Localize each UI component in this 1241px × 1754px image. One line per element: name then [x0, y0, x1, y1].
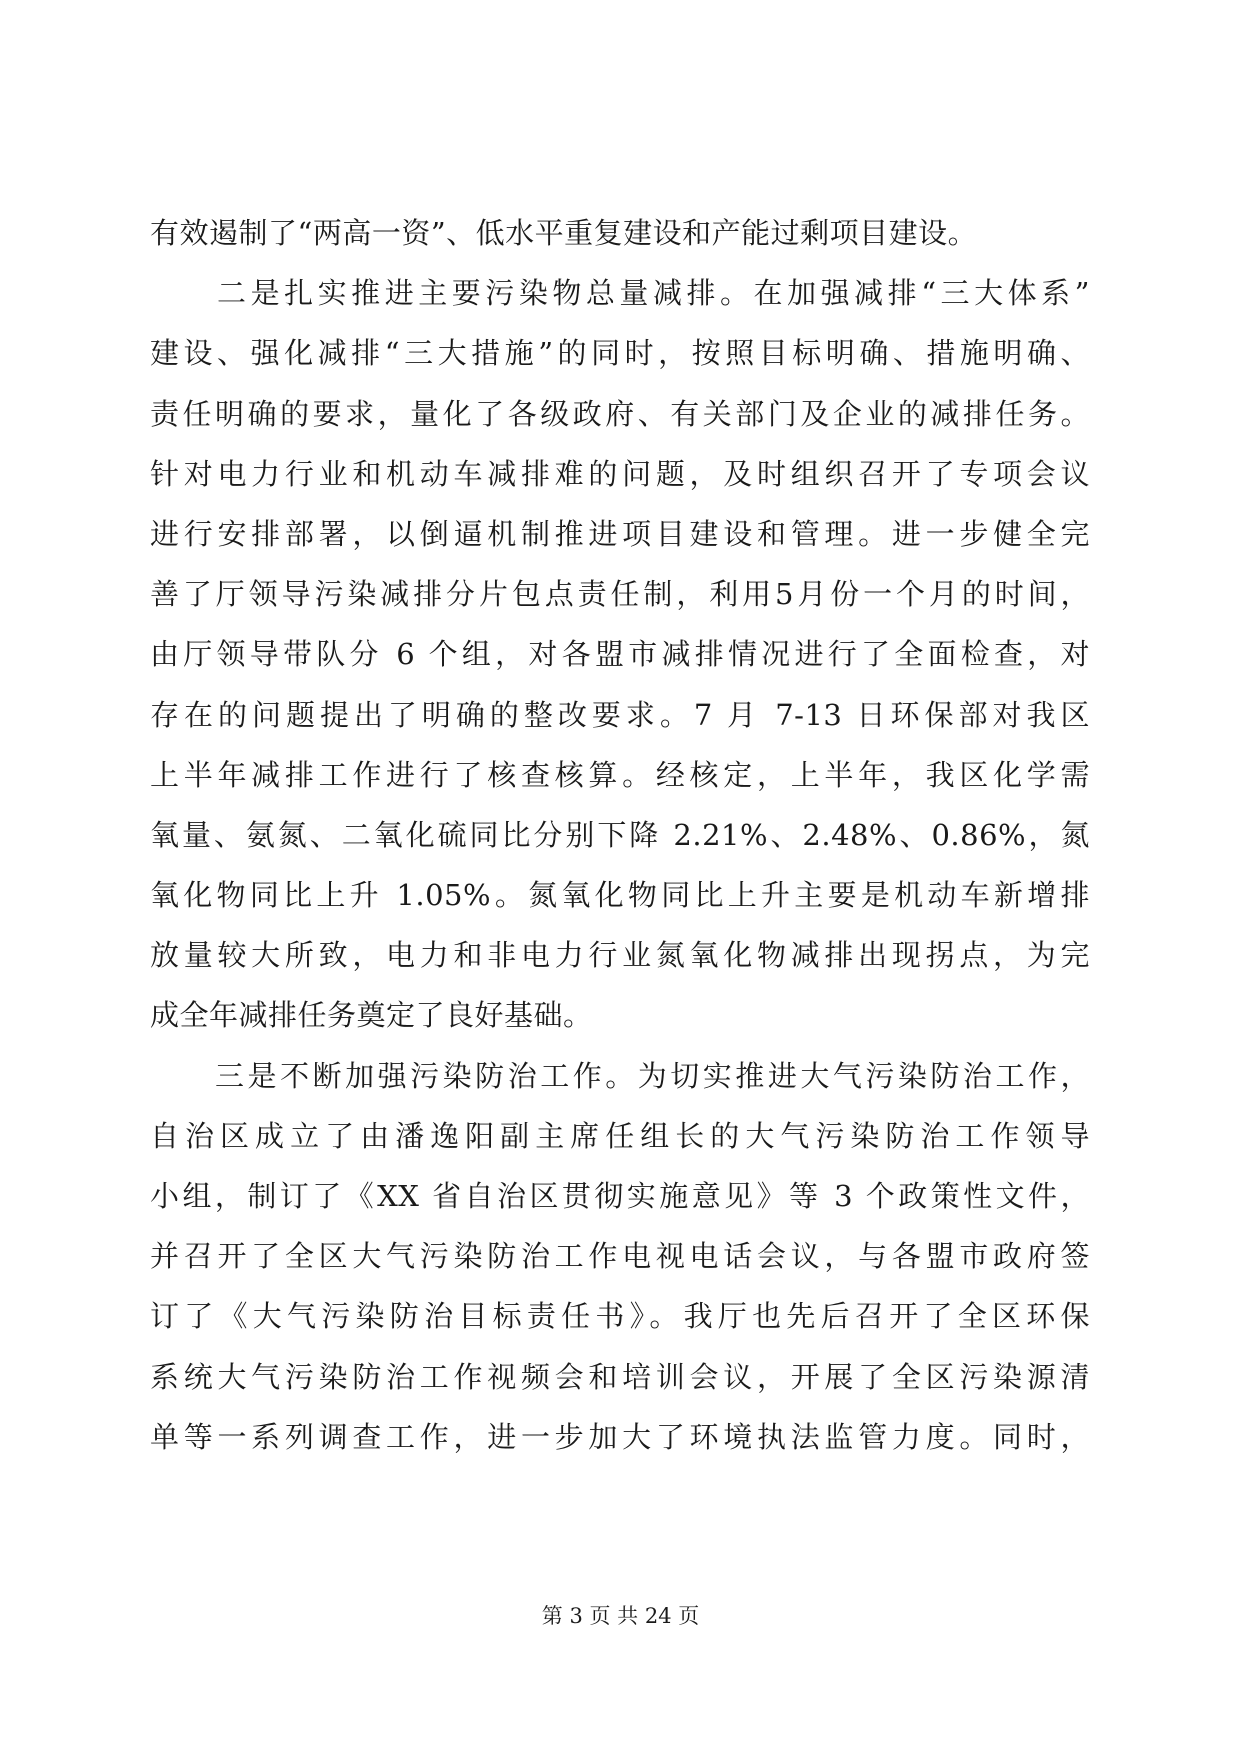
text-line: 系统大气污染防治工作视频会和培训会议，开展了全区污染源清 — [150, 1359, 1090, 1394]
text-line: 针对电力行业和机动车减排难的问题，及时组织召开了专项会议 — [150, 456, 1090, 491]
text-line: 成全年减排任务奠定了良好基础。 — [150, 998, 593, 1033]
text-line: 三是不断加强污染防治工作。为切实推进大气污染防治工作， — [150, 1058, 1090, 1093]
text-line: 由厅领导带队分 6 个组，对各盟市减排情况进行了全面检查，对 — [150, 637, 1090, 672]
document-body — [150, 203, 1090, 1467]
text-line: 二是扎实推进主要污染物总量减排。在加强减排“三大体系” — [150, 276, 1090, 311]
text-line: 存在的问题提出了明确的整改要求。7 月 7-13 日环保部对我区 — [150, 697, 1090, 732]
text-line: 小组，制订了《XX 省自治区贯彻实施意见》等 3 个政策性文件， — [150, 1179, 1090, 1213]
text-line: 建设、强化减排“三大措施”的同时，按照目标明确、措施明确、 — [150, 336, 1090, 371]
page-number-label: 第 3 页 共 24 页 — [541, 1604, 700, 1628]
text-line: 氧量、氨氮、二氧化硫同比分别下降 2.21%、2.48%、0.86%，氮 — [150, 817, 1090, 852]
text-line: 责任明确的要求，量化了各级政府、有关部门及企业的减排任务。 — [150, 396, 1090, 431]
text-line: 订了《大气污染防治目标责任书》。我厅也先后召开了全区环保 — [150, 1299, 1090, 1334]
page-footer — [0, 1601, 1241, 1631]
text-line: 有效遏制了“两高一资”、低水平重复建设和产能过剩项目建设。 — [150, 216, 978, 250]
text-line: 放量较大所致，电力和非电力行业氮氧化物减排出现拐点，为完 — [150, 938, 1090, 973]
text-line: 进行安排部署，以倒逼机制推进项目建设和管理。进一步健全完 — [150, 516, 1090, 551]
text-line: 并召开了全区大气污染防治工作电视电话会议，与各盟市政府签 — [150, 1239, 1090, 1274]
text-line: 自治区成立了由潘逸阳副主席任组长的大气污染防治工作领导 — [150, 1118, 1090, 1153]
text-line: 单等一系列调查工作，进一步加大了环境执法监管力度。同时， — [150, 1419, 1090, 1454]
text-line: 氧化物同比上升 1.05%。氮氧化物同比上升主要是机动车新增排 — [150, 878, 1090, 913]
text-line: 善了厅领导污染减排分片包点责任制，利用5月份一个月的时间， — [150, 577, 1090, 612]
text-line: 上半年减排工作进行了核查核算。经核定，上半年，我区化学需 — [150, 757, 1090, 792]
